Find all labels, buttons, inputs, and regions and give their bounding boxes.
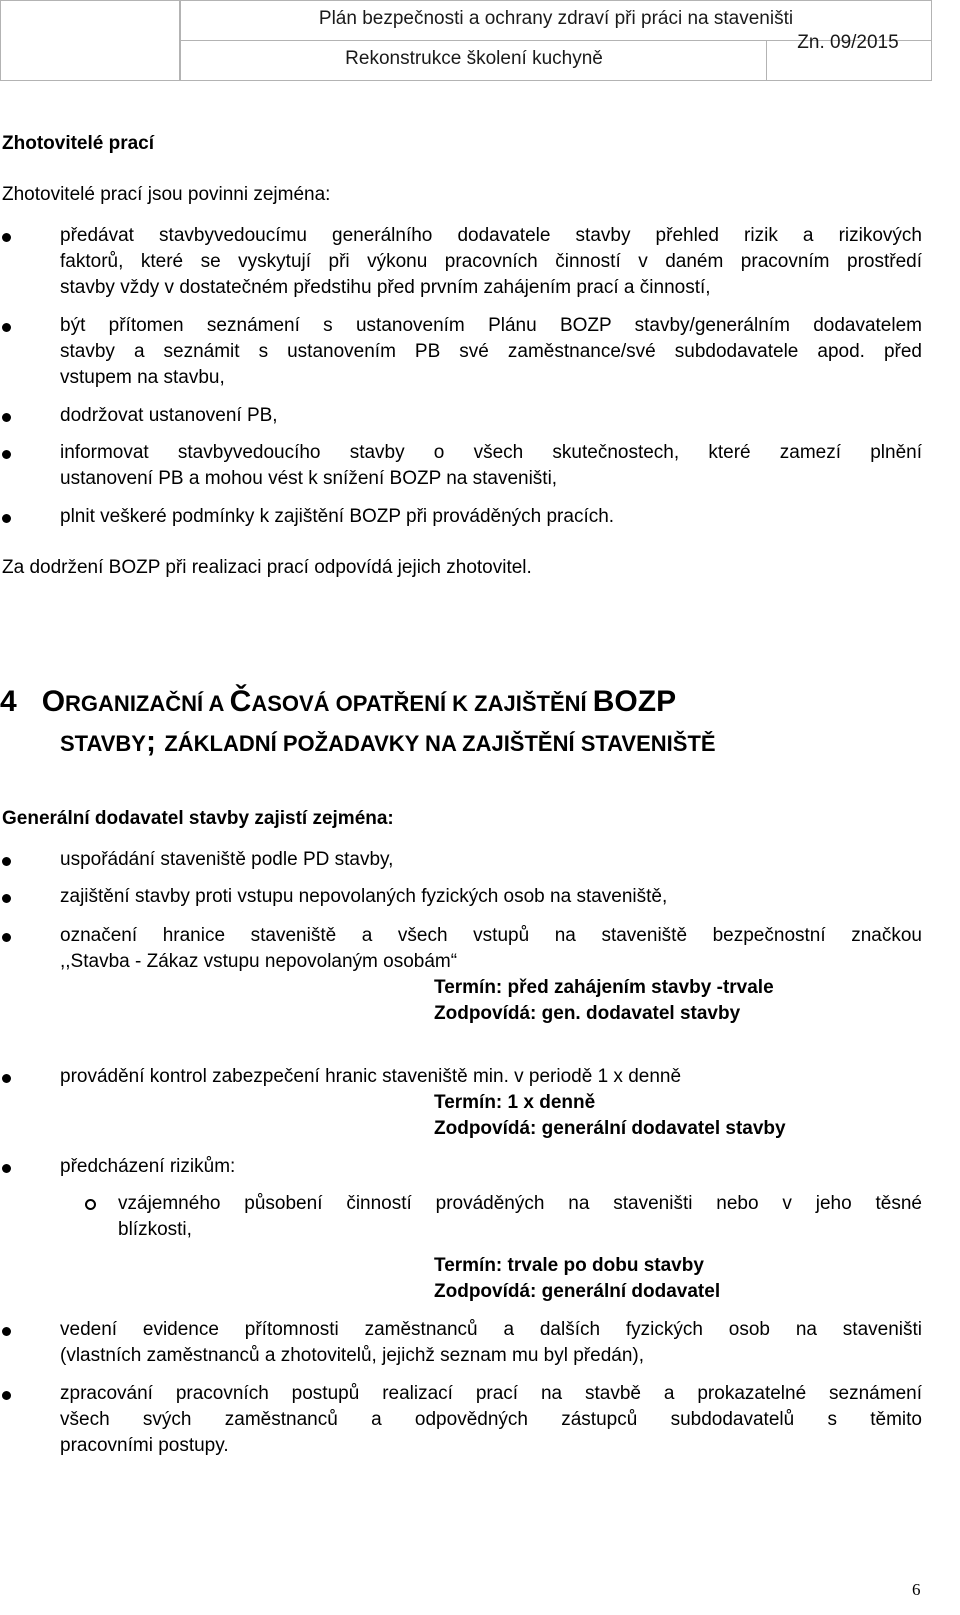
subsection-heading: Generální dodavatel stavby zajistí zejména: <box>2 808 394 829</box>
bullet-icon <box>2 1327 11 1336</box>
bullet-icon <box>2 1391 11 1400</box>
bullet-icon <box>2 857 11 866</box>
section-closing: Za dodržení BOZP při realizaci prací odpovídá jejich zhotovitel. <box>2 557 532 578</box>
responsible-text: Zodpovídá: gen. dodavatel stavby <box>434 1003 741 1024</box>
list-item-line: pracovními postupy. <box>60 1435 229 1456</box>
list-item-line: ,,Stavba - Zákaz vstupu nepovolaným osobám“ <box>60 951 458 972</box>
list-item-line: provádění kontrol zabezpečení hranic staveniště min. v periodě 1 x denně <box>60 1066 682 1087</box>
deadline-text: Termín: trvale po dobu stavby <box>434 1255 704 1276</box>
list-item-line: stavby a seznámit s ustanovením PB své zaměstnance/své subdodavatele apod. před <box>60 341 922 362</box>
responsible-text: Zodpovídá: generální dodavatel <box>434 1281 721 1302</box>
list-item-line: být přítomen seznámení s ustanovením Plánu BOZP stavby/generálním dodavatelem <box>60 315 922 336</box>
list-item-line: označení hranice staveniště a všech vstupů na staveniště bezpečnostní značkou <box>60 925 922 946</box>
list-item-line: informovat stavbyvedoucího stavby o všech skutečnostech, které zamezí plnění <box>60 442 922 463</box>
list-item-line: zajištění stavby proti vstupu nepovolaných fyzických osob na staveniště, <box>60 886 668 907</box>
chapter-number: 4 <box>0 685 17 718</box>
list-item-line: zpracování pracovních postupů realizací prací na stavbě a prokazatelné seznámení <box>60 1383 922 1404</box>
document-version: Zn. 09/2015 <box>797 32 899 53</box>
bullet-icon <box>2 233 11 242</box>
bullet-icon <box>2 450 11 459</box>
list-item-line: plnit veškeré podmínky k zajištění BOZP při prováděných pracích. <box>60 506 615 527</box>
section-heading: Zhotovitelé prací <box>2 133 155 154</box>
list-item-line: (vlastních zaměstnanců a zhotovitelů, jejichž seznam mu byl předán), <box>60 1345 644 1366</box>
deadline-text: Termín: před zahájením stavby -trvale <box>434 977 774 998</box>
list-item-line: ustanovení PB a mohou vést k snížení BOZP na staveništi, <box>60 468 558 489</box>
bullet-icon <box>2 323 11 332</box>
document-title: Plán bezpečnosti a ochrany zdraví při práci na staveništi <box>318 8 794 29</box>
list-item-line: vedení evidence přítomnosti zaměstnanců a dalších fyzických osob na staveništi <box>60 1319 922 1340</box>
bullet-icon <box>2 1074 11 1083</box>
deadline-text: Termín: 1 x denně <box>434 1092 596 1113</box>
list-item-line: vstupem na stavbu, <box>60 367 225 388</box>
list-item-line: uspořádání staveniště podle PD stavby, <box>60 849 394 870</box>
bullet-icon <box>2 514 11 523</box>
list-item-line: všech svých zaměstnanců a odpovědných zástupců subdodavatelů s těmito <box>60 1409 922 1430</box>
page-number: 6 <box>912 1580 921 1599</box>
project-name: Rekonstrukce školení kuchyně <box>345 48 603 69</box>
bullet-icon <box>2 933 11 942</box>
sublist-item-line: blízkosti, <box>118 1219 192 1240</box>
list-item-line: faktorů, které se vyskytují při výkonu pracovních činností v daném pracovním prostředí <box>60 251 922 272</box>
circle-bullet-icon <box>85 1199 96 1210</box>
chapter-heading: 4 ORGANIZAČNÍ A ČASOVÁ OPATŘENÍ K ZAJIŠTĚNÍ BOZP <box>0 685 677 718</box>
list-item-line: stavby vždy v dostatečném předstihu před prvním zahájením prací a činností, <box>60 277 711 298</box>
list-item-line: dodržovat ustanovení PB, <box>60 405 278 426</box>
section-intro: Zhotovitelé prací jsou povinni zejména: <box>2 184 331 205</box>
chapter-heading-line2: STAVBY; ZÁKLADNÍ POŽADAVKY NA ZAJIŠTĚNÍ STAVENIŠTĚ <box>60 725 716 758</box>
list-item-line: předávat stavbyvedoucímu generálního dodavatele stavby přehled rizik a rizikových <box>60 225 922 246</box>
bullet-icon <box>2 413 11 422</box>
page-header <box>0 0 932 81</box>
header-logo-cell <box>0 0 180 81</box>
list-item-line: předcházení rizikům: <box>60 1156 236 1177</box>
sublist-item-line: vzájemného působení činností prováděných na staveništi nebo v jeho těsné <box>118 1193 922 1214</box>
bullet-icon <box>2 894 11 903</box>
bullet-icon <box>2 1164 11 1173</box>
header-divider-vertical <box>766 41 767 80</box>
responsible-text: Zodpovídá: generální dodavatel stavby <box>434 1118 786 1139</box>
